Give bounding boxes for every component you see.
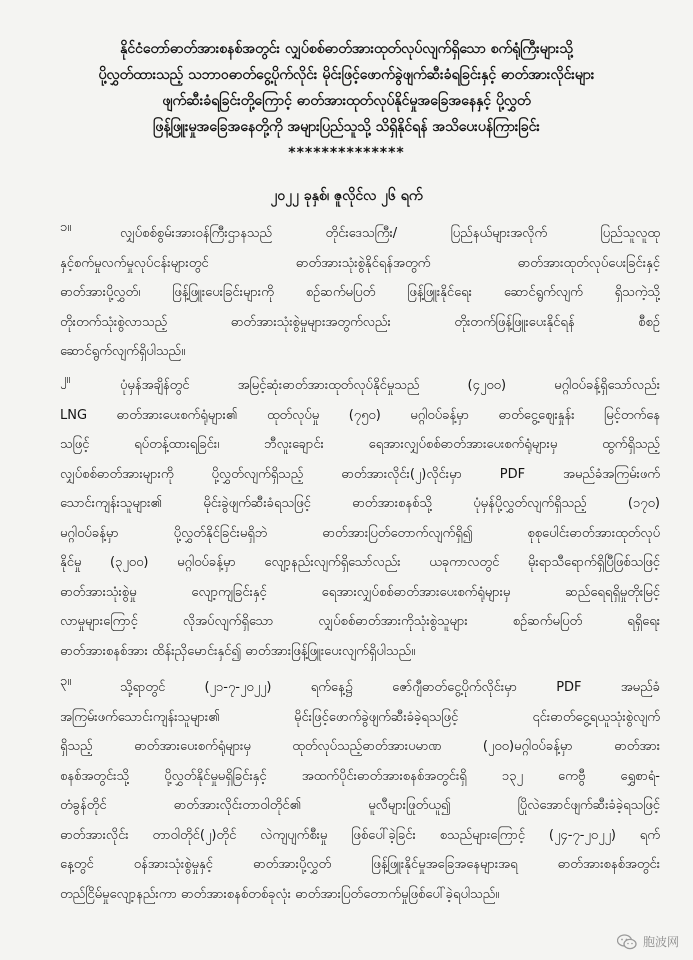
- paragraph-line: ဓာတ်အားစနစ်အား ထိန်းညှိမောင်းနှင်၍ ဓာတ်အားဖြန့်ဖြူးပေးလျက်ရှိပါသည်။: [60, 643, 416, 659]
- paragraph-line: တံခွန်တိုင် ဓာတ်အားလိုင်းတာဝါတိုင်၏ မူလီများဖြုတ်ယူ၍ ပြိုလဲအောင်ဖျက်ဆီးခံခဲ့ရသဖြင့်: [60, 798, 660, 813]
- paragraph-line: သဖြင့် ရပ်တန့်ထားရခြင်း၊ ဘီလူးချောင်း ရေအားလျှပ်စစ်ဓာတ်အားပေးစက်ရုံများမှ ထွက်ရှိသည့်: [60, 437, 660, 452]
- paragraph-line: နေ့တွင် ဝန်အားသုံးစွဲမှုနှင့် ဓာတ်အားပို့လွှတ် ဖြန့်ဖြူးနိုင်မှုအခြေအနေများအရ ဓာတ်အားစနစ်အတွင်း: [60, 857, 660, 872]
- paragraph-line: LNG ဓာတ်အားပေးစက်ရုံများ၏ ထုတ်လုပ်မှု (၇၅၀) မဂ္ဂါဝပ်ခန့်မှာ ဓာတ်ငွေ့စျေးနှုန်း မြင့်တက်နေ: [60, 407, 660, 423]
- paragraph-number: ၃။: [60, 674, 72, 689]
- paragraph-line: သောင်းကျန်းသူများ၏ မိုင်းခွဲဖျက်ဆီးခံရသဖြင့် ဓာတ်အားစနစ်သို့ ပုံမှန်ပို့လွှတ်လျက်ရှိသည့် (၁၇၀): [60, 496, 660, 511]
- title-line: နိုင်ငံတော်ဓာတ်အားစနစ်အတွင်း လျှပ်စစ်ဓာတ်အားထုတ်လုပ်လျက်ရှိသော စက်ရုံကြီးများသို့: [120, 41, 573, 57]
- paragraph-line: နိုင်မှု (၃၂၀၀) မဂ္ဂါဝပ်ခန့်မှာ လျော့နည်းလျက်ရှိသော်လည်း ယခုကာလတွင် မိုးရာသီရောက်ရှိပြီဖြစ်သဖြင့်: [60, 555, 660, 570]
- watermark-text: 胞波网: [642, 935, 679, 949]
- paragraph-line: ဓာတ်အားပို့လွှတ်၊ ဖြန့်ဖြူးပေးခြင်းများကို စဉ်ဆက်မပြတ် ဖြန့်ဖြူးနိုင်ရေး ဆောင်ရွက်လျက် ရှိသကဲ့သို့: [60, 285, 660, 300]
- paragraph-line: ရှိသည့် ဓာတ်အားပေးစက်ရုံများမှ ထုတ်လုပ်သည့်ဓာတ်အားပမာဏ (၂၀၀)မဂ္ဂါဝပ်ခန့်မှာ ဓာတ်အား: [60, 739, 660, 754]
- paragraph-line: စနစ်အတွင်းသို့ ပို့လွှတ်နိုင်မှုမရှိခြင်းနှင့် အထက်ပိုင်းဓာတ်အားစနစ်အတွင်းရှိ ၁၃၂ ကေဗွီ ရွှေစာရံ-: [60, 768, 660, 784]
- paragraph-line: တည်ငြိမ်မှုလျော့နည်းကာ ဓာတ်အားစနစ်တစ်ခုလုံး ဓာတ်အားပြတ်တောက်မှုဖြစ်ပေါ်ခဲ့ရပါသည်။: [60, 886, 500, 902]
- paragraph-line: ဆောင်ရွက်လျက်ရှိပါသည်။: [60, 344, 186, 359]
- paragraph-number: ၁။: [60, 220, 72, 235]
- title-separator: **************: [288, 145, 405, 161]
- paragraph-number: ၂။: [60, 372, 71, 387]
- paragraph-2: [60, 371, 660, 666]
- document-title: [40, 36, 653, 166]
- document-date: ၂၀၂၂ ခုနှစ်၊ ဇူလိုင်လ ၂၆ ရက်: [270, 188, 423, 204]
- paragraph-line: လာမှုများကြောင့် လိုအပ်လျက်ရှိသော လျှပ်စစ်ဓာတ်အားကိုသုံးစွဲသူများ စဉ်ဆက်မပြတ် ရရှိရေး: [60, 614, 660, 629]
- paragraph-line: နှင့်စက်မှုလက်မှုလုပ်ငန်းများတွင် ဓာတ်အားသုံးစွဲနိုင်ရန်အတွက် ဓာတ်အားထုတ်လုပ်ပေးခြင်းနှင့်: [60, 255, 660, 271]
- paragraph-line: အကြမ်းဖက်သောင်းကျန်းသူများ၏ မိုင်းဖြင့်ဖောက်ခွဲဖျက်ဆီးခံခဲ့ရသဖြင့် ၎င်းဓာတ်ငွေ့ရယူသုံးစွဲလျက်: [60, 709, 660, 725]
- title-line: ဖျက်ဆီးခံရခြင်းတို့ကြောင့် ဓာတ်အားထုတ်လုပ်နိုင်မှုအခြေအနေနှင့် ပို့လွှတ်: [162, 93, 531, 109]
- paragraph-line: ပုံမှန်အချိန်တွင် အမြင့်ဆုံးဓာတ်အားထုတ်လုပ်နိုင်မှုသည် (၄၂၀၀) မဂ္ဂါဝပ်ခန့်ရှိသော်လည်း: [120, 378, 660, 393]
- paragraph-line: တိုးတက်သုံးစွဲလာသည့် ဓာတ်အားသုံးစွဲမှုများအတွက်လည်း တိုးတက်ဖြန့်ဖြူးပေးနိုင်ရန် စီစဉ်: [60, 314, 660, 330]
- paragraph-line: ဓာတ်အားလိုင်း တာဝါတိုင်(၂)တိုင် လဲကျပျက်စီးမှု ဖြစ်ပေါ်ခဲ့ခြင်း စသည်များကြောင့် (၂၄-၇-၂၀၂၂) ရက်: [60, 827, 660, 843]
- paragraph-line: မဂ္ဂါဝပ်ခန့်မှာ ပို့လွှတ်နိုင်ခြင်းမရှိဘဲ ဓာတ်အားပြတ်တောက်လျက်ရှိ၍ စုစုပေါင်းဓာတ်အားထုတ်လုပ်: [60, 525, 660, 541]
- paragraph-line: လျှပ်စစ်ဓာတ်အားများကို ပို့လွှတ်လျက်ရှိသည့် ဓာတ်အားလိုင်း(၂)လိုင်းမှာ PDF အမည်ခံအကြမ်းဖက်: [60, 466, 660, 482]
- paragraph-line: သို့ရာတွင် (၂၁-၇-၂၀၂၂) ရက်နေ့၌ ဇော်ဂျီဓာတ်ငွေ့ပိုက်လိုင်းမှာ PDF အမည်ခံ: [120, 680, 660, 695]
- title-line: ဖြန့်ဖြူးမှုအခြေအနေတို့ကို အများပြည်သူသို့ သိရှိနိုင်ရန် အသိပေးပန်ကြားခြင်း: [153, 119, 540, 135]
- paragraph-line: ဓာတ်အားသုံးစွဲမှု လျော့ကျခြင်းနှင့် ရေအားလျှပ်စစ်ဓာတ်အားပေးစက်ရုံများမှ ဆည်ရေရရှိမှုတိုးမြင့်: [60, 584, 660, 600]
- title-line: ပို့လွှတ်ထားသည့် သဘာဝဓာတ်ငွေ့ပိုက်လိုင်း မိုင်းဖြင့်ဖောက်ခွဲဖျက်ဆီးခံရခြင်းနှင့် ဓာတ်အားလိုင်းများ: [98, 67, 595, 83]
- paragraph-3: [60, 673, 660, 909]
- paragraph-1: [60, 219, 660, 367]
- paragraph-line: လျှပ်စစ်စွမ်းအားဝန်ကြီးဌာနသည် တိုင်းဒေသကြီး/ ပြည်နယ်များအလိုက် ပြည်သူလူထု: [120, 226, 660, 241]
- watermark: [617, 933, 679, 950]
- wechat-icon: [617, 934, 637, 950]
